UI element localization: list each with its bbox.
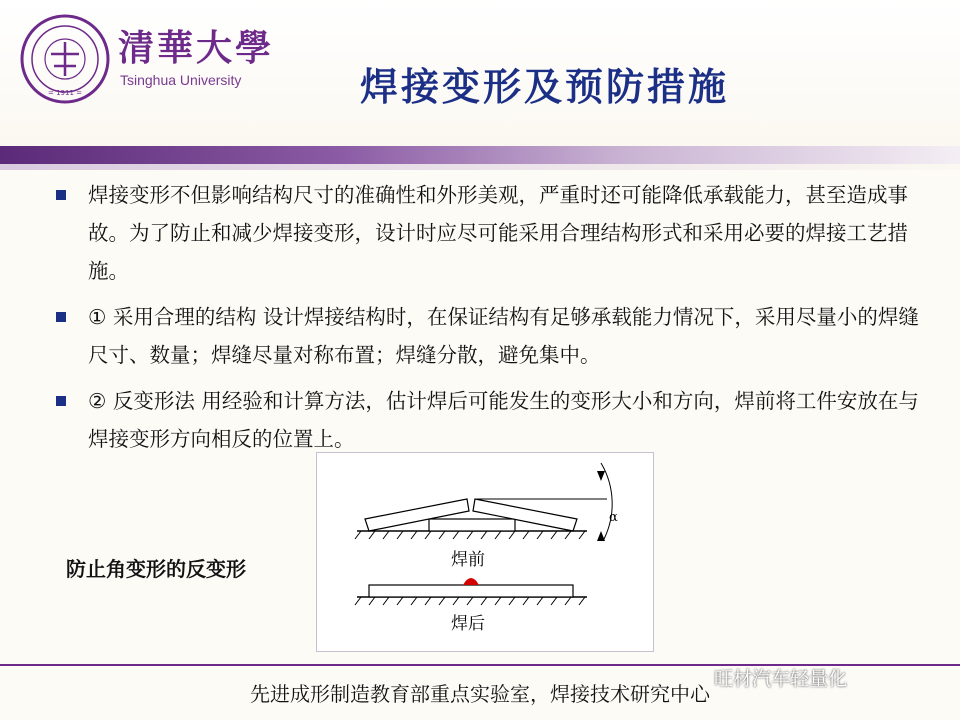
reverse-deformation-diagram: [316, 452, 654, 652]
angle-alpha-label: α: [609, 510, 618, 525]
slide-title: 焊接变形及预防措施: [360, 65, 730, 109]
bullet-item: [52, 298, 932, 374]
watermark-text: 旺材汽车轻量化: [714, 668, 848, 690]
welded-plate: [369, 585, 573, 597]
university-name-cn: 清華大學: [118, 27, 275, 69]
bullet-item: [52, 382, 932, 458]
header-divider-band: [0, 146, 960, 164]
label-before-welding: 焊前: [451, 550, 485, 570]
bullet-square-icon: [56, 396, 66, 406]
svg-text:= 1911 =: = 1911 =: [48, 89, 82, 97]
bullet-text: 焊接变形不但影响结构尺寸的准确性和外形美观，严重时还可能降低承载能力，甚至造成事故。为了防止和减少焊接变形，设计时应尽可能采用合理结构形式和采用必要的焊接工艺措施。: [88, 183, 908, 283]
bullet-square-icon: [56, 190, 66, 200]
diagram-svg: [317, 453, 653, 651]
footer-text: 先进成形制造教育部重点实验室，焊接技术研究中心: [250, 682, 710, 706]
arrow-top-icon: [597, 471, 605, 481]
hatching-before: [355, 531, 585, 539]
bullet-text: ① 采用合理的结构 设计焊接结构时，在保证结构有足够承载能力情况下，采用尽量小的焊缝尺寸、数量；焊缝尽量对称布置；焊缝分散，避免集中。: [88, 305, 919, 367]
diagram-caption: 防止角变形的反变形: [66, 557, 246, 581]
bullet-square-icon: [56, 312, 66, 322]
backing-block: [429, 519, 515, 531]
bullet-list: [52, 176, 932, 466]
university-name-en: Tsinghua University: [120, 72, 242, 88]
bullet-text: ② 反变形法 用经验和计算方法，估计焊后可能发生的变形大小和方向，焊前将工件安放在与焊接变形方向相反的位置上。: [88, 389, 919, 451]
header-divider-shadow: [0, 164, 960, 170]
hatching-after: [355, 597, 585, 605]
label-after-welding: 焊后: [451, 614, 485, 634]
arrow-bottom-icon: [597, 531, 605, 541]
university-seal-logo: [20, 14, 110, 104]
bullet-item: [52, 176, 932, 290]
slide-header: [0, 0, 960, 150]
weld-bead: [463, 578, 479, 585]
